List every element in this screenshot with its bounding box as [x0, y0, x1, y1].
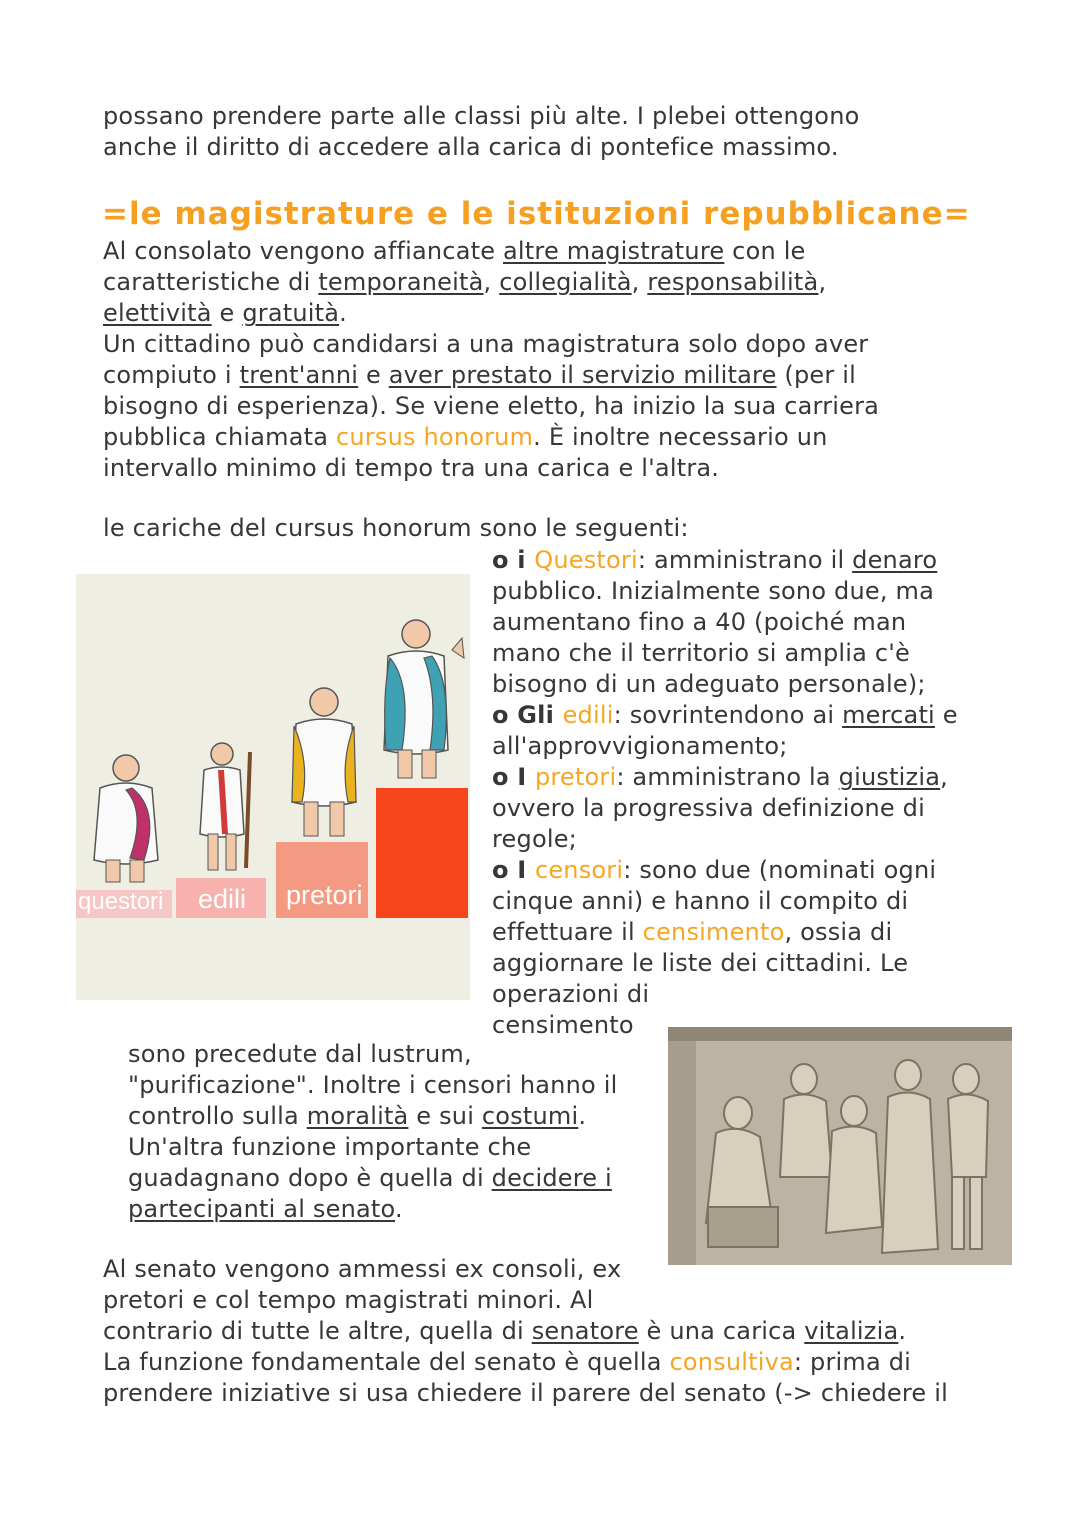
intro-line: possano prendere parte alle classi più alte. I plebei ottengono	[103, 102, 860, 130]
keyword: senatore	[531, 1317, 639, 1345]
highlight-term: censori	[534, 856, 624, 884]
text-line: pubblico. Inizialmente sono due, ma	[492, 577, 934, 605]
label-questori: questori	[78, 888, 164, 915]
text-line: regole;	[492, 825, 577, 853]
text-line: "purificazione". Inoltre i censori hanno il	[128, 1071, 618, 1099]
text-line: Al consolato vengono affiancate altre magistrature con le	[103, 237, 806, 265]
text-line: cinque anni) e hanno il compito di	[492, 887, 909, 915]
keyword: partecipanti al senato	[128, 1195, 395, 1223]
list-intro: le cariche del cursus honorum sono le seguenti:	[103, 514, 689, 542]
text-line: all'approvvigionamento;	[492, 732, 788, 760]
censore-figure	[372, 614, 468, 786]
text-line: bisogno di un adeguato personale);	[492, 670, 926, 698]
census-relief-image	[668, 1027, 1012, 1265]
keyword: vitalizia	[804, 1317, 899, 1345]
text-line: effettuare il censimento, ossia di	[492, 918, 893, 946]
keyword: mercati	[842, 701, 935, 729]
edile-figure	[188, 738, 268, 880]
text-line: aumentano fino a 40 (poiché man	[492, 608, 907, 636]
highlight-term: consultiva	[669, 1348, 794, 1376]
label-edili: edili	[198, 884, 247, 914]
text-line: contrario di tutte le altre, quella di senatore è una carica vitalizia.	[103, 1317, 907, 1345]
highlight-term: cursus honorum	[336, 423, 534, 451]
keyword: altre magistrature	[503, 237, 725, 265]
text-line: intervallo minimo di tempo tra una carica e l'altra.	[103, 454, 720, 482]
keyword: collegialità	[499, 268, 632, 296]
text-line: guadagnano dopo è quella di decidere i	[128, 1164, 612, 1192]
text-line: elettività e gratuità.	[103, 299, 347, 327]
highlight-term: censimento	[642, 918, 785, 946]
keyword: giustizia	[838, 763, 941, 791]
text-line: partecipanti al senato.	[128, 1195, 403, 1223]
magistrature-paragraph	[103, 236, 879, 484]
text-line: pubblica chiamata cursus honorum. È inoltre necessario un	[103, 423, 828, 451]
keyword: trent'anni	[239, 361, 359, 389]
text-line: compiuto i trent'anni e aver prestato il servizio militare (per il	[103, 361, 856, 389]
censori-paragraph	[128, 1039, 617, 1225]
label-pretori: pretori	[286, 880, 363, 910]
keyword: gratuità	[242, 299, 340, 327]
highlight-term: pretori	[534, 763, 617, 791]
highlight-term: edili	[562, 701, 614, 729]
keyword: costumi	[481, 1102, 579, 1130]
section-heading: =le magistrature e le istituzioni repubblicane=	[102, 196, 971, 232]
keyword: temporaneità	[318, 268, 484, 296]
cursus-honorum-figure	[76, 574, 470, 1000]
label-censori: censori	[380, 880, 468, 910]
questore-figure	[82, 750, 168, 890]
intro-line: anche il diritto di accedere alla carica di pontefice massimo.	[103, 133, 839, 161]
highlight-term: Questori	[534, 546, 638, 574]
keyword: responsabilità	[647, 268, 819, 296]
text-line: controllo sulla moralità e sui costumi.	[128, 1102, 587, 1130]
list-item: o I pretori: amministrano la giustizia,	[492, 763, 948, 791]
pretore-figure	[280, 682, 370, 844]
text-line: Un cittadino può candidarsi a una magistratura solo dopo aver	[103, 330, 869, 358]
keyword: denaro	[852, 546, 938, 574]
text-line: pretori e col tempo magistrati minori. Al	[103, 1286, 594, 1314]
cariche-list	[492, 545, 958, 1041]
text-line: censimento	[492, 1011, 634, 1039]
intro-text	[103, 101, 859, 163]
text-line: Al senato vengono ammessi ex consoli, ex	[103, 1255, 622, 1283]
list-item: o i Questori: amministrano il denaro	[492, 546, 938, 574]
text-line: Un'altra funzione importante che	[128, 1133, 532, 1161]
keyword: aver prestato il servizio militare	[388, 361, 777, 389]
keyword: moralità	[306, 1102, 409, 1130]
senato-paragraph	[103, 1254, 948, 1409]
text-line: operazioni di	[492, 980, 650, 1008]
text-line: bisogno di esperienza). Se viene eletto, ha inizio la sua carriera	[103, 392, 880, 420]
text-line: mano che il territorio si amplia c'è	[492, 639, 911, 667]
text-line: La funzione fondamentale del senato è quella consultiva: prima di	[103, 1348, 912, 1376]
text-line: ovvero la progressiva definizione di	[492, 794, 925, 822]
list-item: o Gli edili: sovrintendono ai mercati e	[492, 701, 958, 729]
keyword: decidere i	[491, 1164, 612, 1192]
text-line: prendere iniziative si usa chiedere il parere del senato (-> chiedere il	[103, 1379, 948, 1407]
text-line: aggiornare le liste dei cittadini. Le	[492, 949, 909, 977]
list-item: o I censori: sono due (nominati ogni	[492, 856, 937, 884]
text-line: caratteristiche di temporaneità, collegialità, responsabilità,	[103, 268, 827, 296]
text-line: sono precedute dal lustrum,	[128, 1040, 472, 1068]
relief-drawing	[668, 1027, 1012, 1265]
keyword: elettività	[103, 299, 212, 327]
